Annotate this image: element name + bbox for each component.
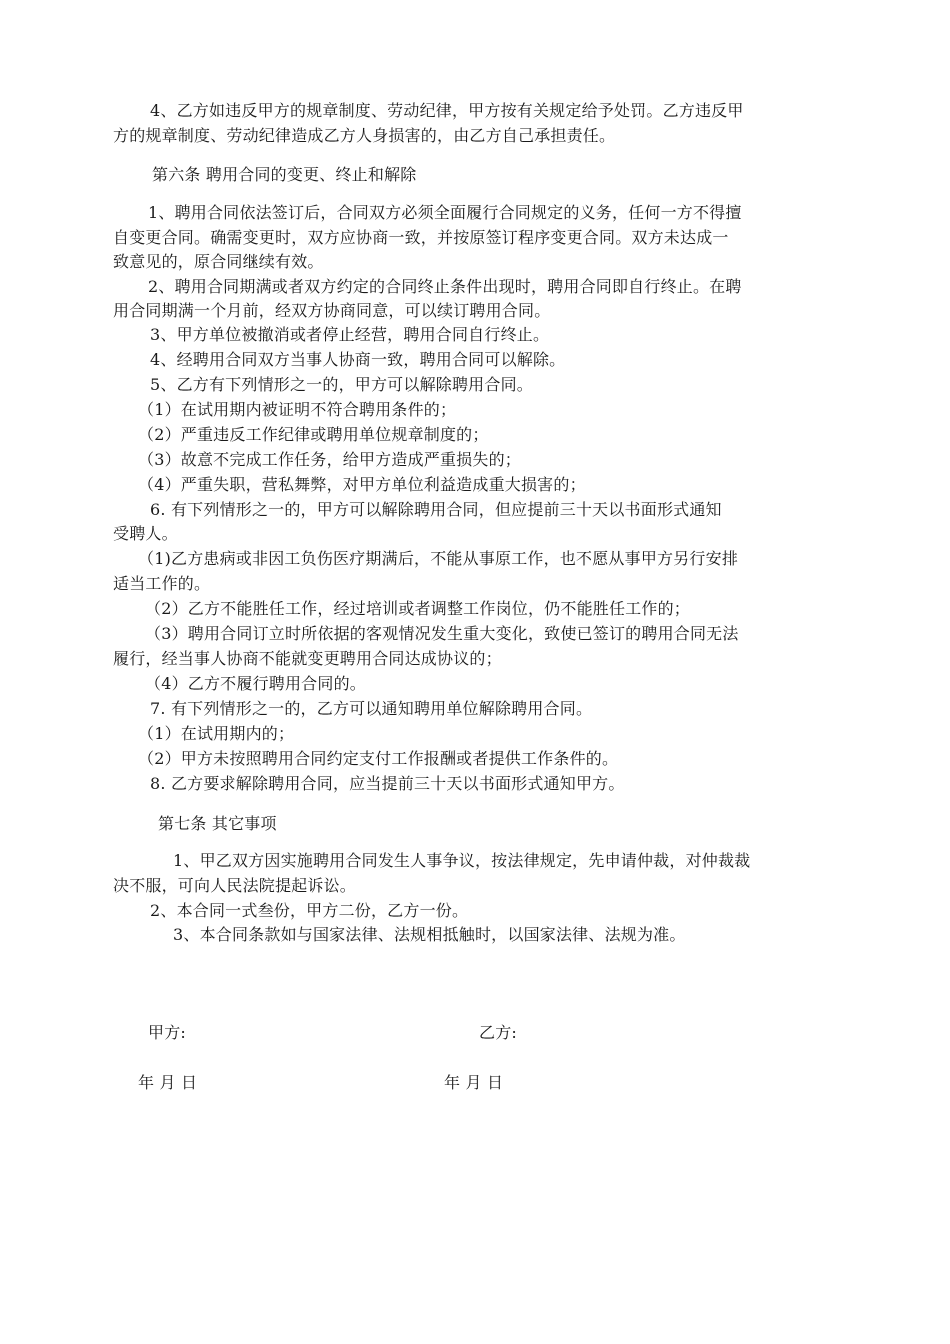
s6-item1-line2: 自变更合同。确需变更时，双方应协商一致，并按原签订程序变更合同。双方未达成一 <box>113 228 729 247</box>
s6-item7-sub1: （1）在试用期内的； <box>138 724 295 743</box>
party-a-label: 甲方: <box>148 1023 186 1042</box>
s6-item6-sub2: （2）乙方不能胜任工作，经过培训或者调整工作岗位，仍不能胜任工作的； <box>145 599 690 618</box>
s6-item6-sub3-line2: 履行，经当事人协商不能就变更聘用合同达成协议的； <box>113 649 502 668</box>
s6-item6-sub1-line2: 适当工作的。 <box>113 574 211 593</box>
s6-item2-line1: 2、聘用合同期满或者双方约定的合同终止条件出现时，聘用合同即自行终止。在聘 <box>148 277 742 296</box>
s6-item6-intro-line2: 受聘人。 <box>113 524 178 543</box>
s6-item5-sub1: （1）在试用期内被证明不符合聘用条件的； <box>138 400 457 419</box>
s7-item1-line2: 决不服，可向人民法院提起诉讼。 <box>113 876 357 895</box>
s5-item4-line2: 方的规章制度、劳动纪律造成乙方人身损害的，由乙方自己承担责任。 <box>113 126 616 145</box>
party-a-date: 年 月 日 <box>138 1073 198 1092</box>
s6-item8: 8. 乙方要求解除聘用合同，应当提前三十天以书面形式通知甲方。 <box>150 774 625 793</box>
s6-item5-sub4: （4）严重失职，营私舞弊，对甲方单位利益造成重大损害的； <box>138 475 586 494</box>
s6-item3: 3、甲方单位被撤消或者停止经营，聘用合同自行终止。 <box>150 325 550 344</box>
s6-item2-line2: 用合同期满一个月前，经双方协商同意，可以续订聘用合同。 <box>113 301 551 320</box>
s6-item1-line3: 致意见的，原合同继续有效。 <box>113 252 324 271</box>
party-b-label: 乙方: <box>479 1023 517 1042</box>
s6-item6-sub4: （4）乙方不履行聘用合同的。 <box>145 674 366 693</box>
s6-item6-intro-line1: 6. 有下列情形之一的，甲方可以解除聘用合同，但应提前三十天以书面形式通知 <box>150 500 722 519</box>
s6-item5-intro: 5、乙方有下列情形之一的，甲方可以解除聘用合同。 <box>150 375 533 394</box>
party-b-date: 年 月 日 <box>444 1073 504 1092</box>
s6-item4: 4、经聘用合同双方当事人协商一致，聘用合同可以解除。 <box>150 350 566 369</box>
s7-item3: 3、本合同条款如与国家法律、法规相抵触时，以国家法律、法规为准。 <box>173 925 686 944</box>
s7-item1-line1: 1、甲乙双方因实施聘用合同发生人事争议，按法律规定，先申请仲裁，对仲裁裁 <box>173 851 751 870</box>
s6-item1-line1: 1、聘用合同依法签订后，合同双方必须全面履行合同规定的义务，任何一方不得擅 <box>148 203 742 222</box>
s6-item5-sub2: （2）严重违反工作纪律或聘用单位规章制度的； <box>138 425 489 444</box>
s5-item4-line1: 4、乙方如违反甲方的规章制度、劳动纪律，甲方按有关规定给予处罚。乙方违反甲 <box>150 101 744 120</box>
s7-item2: 2、本合同一式叁份，甲方二份，乙方一份。 <box>150 901 469 920</box>
s6-item7-intro: 7. 有下列情形之一的，乙方可以通知聘用单位解除聘用合同。 <box>150 699 593 718</box>
s6-item6-sub1-line1: （1)乙方患病或非因工负伤医疗期满后，不能从事原工作，也不愿从事甲方另行安排 <box>138 549 739 568</box>
section7-title: 第七条 其它事项 <box>158 814 277 833</box>
s6-item6-sub3-line1: （3）聘用合同订立时所依据的客观情况发生重大变化，致使已签订的聘用合同无法 <box>145 624 739 643</box>
section6-title: 第六条 聘用合同的变更、终止和解除 <box>152 165 417 184</box>
s6-item5-sub3: （3）故意不完成工作任务，给甲方造成严重损失的； <box>138 450 521 469</box>
s6-item7-sub2: （2）甲方未按照聘用合同约定支付工作报酬或者提供工作条件的。 <box>138 749 619 768</box>
